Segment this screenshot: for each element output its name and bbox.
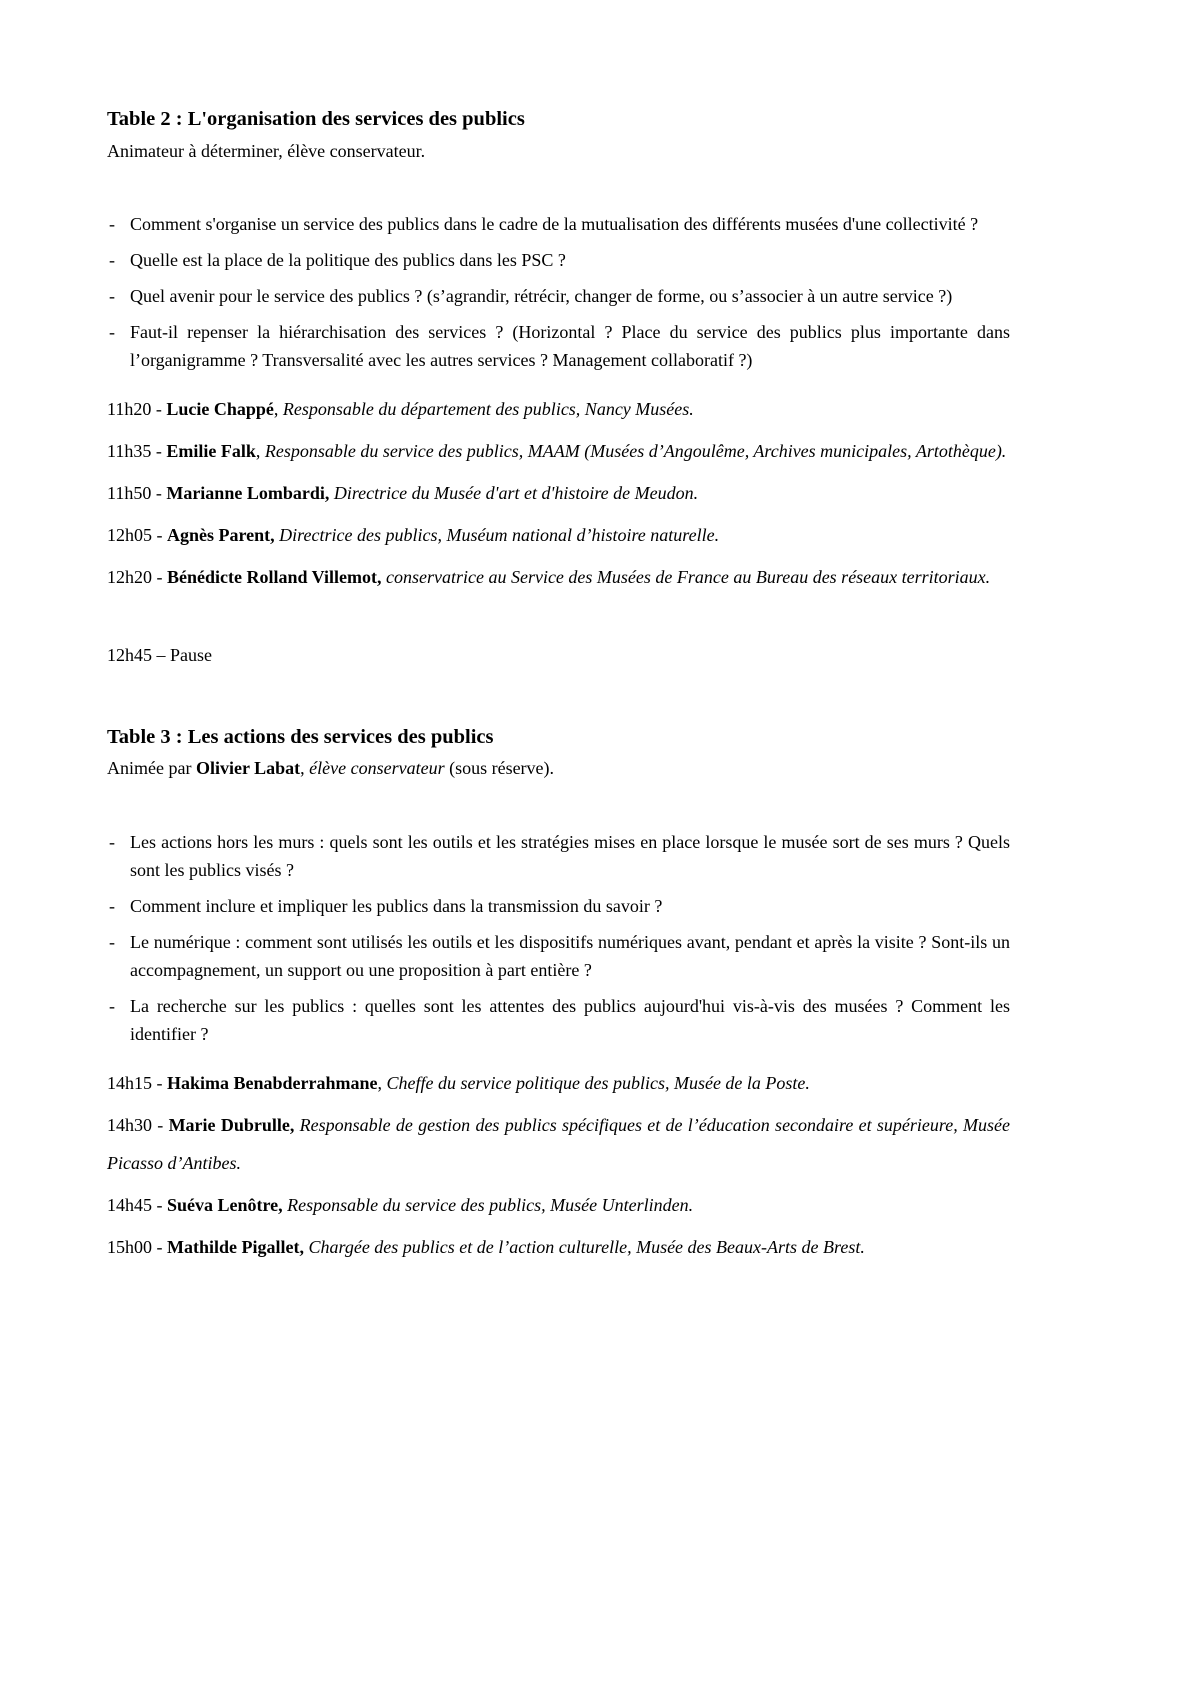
entry-separator: , — [273, 398, 283, 419]
question-text: Quelle est la place de la politique des publics dans les PSC ? — [130, 249, 566, 270]
question-item — [107, 828, 1010, 884]
schedule-entry — [107, 558, 1010, 596]
question-text: Faut-il repenser la hiérarchisation des services ? (Horizontal ? Place du service des publics plus importante dans l’organigramme ? Transversalité avec les autres services ? Management collaboratif ?) — [130, 321, 1010, 370]
entry-role: Responsable du service des publics, Musée Unterlinden. — [287, 1194, 694, 1215]
subtitle-role: élève conservateur — [309, 758, 445, 779]
table3-schedule — [107, 1064, 1010, 1266]
entry-speaker: Marie Dubrulle, — [168, 1114, 295, 1135]
bullet-dash: - — [109, 995, 115, 1016]
entry-time: 11h35 - — [107, 440, 167, 461]
schedule-entry — [107, 1106, 1010, 1182]
bullet-dash: - — [109, 931, 115, 952]
question-item — [107, 282, 1010, 310]
entry-role: Chargée des publics et de l’action culturelle, Musée des Beaux-Arts de Brest. — [308, 1236, 865, 1257]
table3-question-list — [107, 828, 1010, 1048]
schedule-entry — [107, 474, 1010, 512]
question-text: Quel avenir pour le service des publics ? (s’agrandir, rétrécir, changer de forme, ou s’associer à un autre service ?) — [130, 285, 953, 306]
entry-role: Directrice du Musée d'art et d'histoire de Meudon. — [333, 482, 699, 503]
table3-heading: Table 3 : Les actions des services des publics — [107, 725, 494, 748]
question-text: Comment inclure et impliquer les publics dans la transmission du savoir ? — [130, 895, 663, 916]
question-text: La recherche sur les publics : quelles sont les attentes des publics aujourd'hui vis-à-vis des musées ? Comment les identifier ? — [130, 995, 1010, 1044]
section-table3 — [107, 724, 1010, 1266]
entry-time: 11h50 - — [107, 482, 167, 503]
subtitle-speaker: Olivier Labat — [195, 758, 301, 779]
bullet-dash: - — [109, 213, 115, 234]
table2-schedule — [107, 390, 1010, 596]
schedule-entry — [107, 1186, 1010, 1224]
bullet-dash: - — [109, 249, 115, 270]
entry-speaker: Bénédicte Rolland Villemot, — [167, 566, 382, 587]
entry-separator: , — [377, 1072, 387, 1093]
schedule-entry — [107, 1064, 1010, 1102]
entry-speaker: Hakima Benabderrahmane — [167, 1072, 378, 1093]
entry-speaker: Lucie Chappé — [166, 398, 274, 419]
bullet-dash: - — [109, 895, 115, 916]
entry-time: 14h15 - — [107, 1072, 167, 1093]
schedule-entry — [107, 390, 1010, 428]
entry-speaker: Emilie Falk — [166, 440, 256, 461]
section-table2 — [107, 106, 1010, 596]
entry-role: Cheffe du service politique des publics, Musée de la Poste. — [386, 1072, 810, 1093]
bullet-dash: - — [109, 285, 115, 306]
entry-time: 12h20 - — [107, 566, 167, 587]
entry-role: conservatrice au Service des Musées de France au Bureau des réseaux territoriaux. — [386, 566, 991, 587]
schedule-entry — [107, 516, 1010, 554]
entry-speaker: Mathilde Pigallet, — [167, 1236, 304, 1257]
table2-heading: Table 2 : L'organisation des services des publics — [107, 108, 525, 130]
entry-role: Directrice des publics, Muséum national d’histoire naturelle. — [279, 524, 720, 545]
question-item — [107, 210, 1010, 238]
table2-question-list — [107, 210, 1010, 374]
bullet-dash: - — [109, 321, 115, 342]
subtitle-separator: , — [300, 758, 310, 779]
entry-role: Responsable du service des publics, MAAM (Musées d’Angoulême, Archives municipales, Artothèque). — [264, 440, 1007, 461]
question-item — [107, 992, 1010, 1048]
schedule-entry — [107, 432, 1010, 470]
table2-subtitle: Animateur à déterminer, élève conservateur. — [107, 140, 426, 161]
entry-time: 14h30 - — [107, 1114, 169, 1135]
subtitle-suffix: (sous réserve). — [444, 758, 555, 779]
subtitle-prefix: Animée par — [107, 758, 196, 779]
question-item — [107, 318, 1010, 374]
entry-role: Responsable de gestion des publics spécifiques et de l’éducation secondaire et supérieure, Musée Picasso d’Antibes. — [107, 1114, 1011, 1173]
question-item — [107, 246, 1010, 274]
entry-time: 15h00 - — [107, 1236, 167, 1257]
question-text: Le numérique : comment sont utilisés les outils et les dispositifs numériques avant, pendant et après la visite ? Sont-ils un accompagnement, un support ou une proposition à part entière ? — [130, 931, 1010, 980]
entry-separator: , — [255, 440, 265, 461]
question-item — [107, 892, 1010, 920]
entry-time: 12h05 - — [107, 524, 167, 545]
entry-time: 14h45 - — [107, 1194, 167, 1215]
question-item — [107, 928, 1010, 984]
schedule-entry — [107, 1228, 1010, 1266]
bullet-dash: - — [109, 831, 115, 852]
entry-speaker: Marianne Lombardi, — [166, 482, 330, 503]
question-text: Comment s'organise un service des publics dans le cadre de la mutualisation des différents musées d'une collectivité ? — [130, 213, 979, 234]
pause-line: 12h45 – Pause — [107, 644, 212, 665]
entry-role: Responsable du département des publics, Nancy Musées. — [282, 398, 694, 419]
question-text: Les actions hors les murs : quels sont les outils et les stratégies mises en place lorsque le musée sort de ses murs ? Quels sont les publics visés ? — [130, 831, 1010, 880]
entry-speaker: Agnès Parent, — [167, 524, 275, 545]
table3-subtitle — [107, 755, 1010, 781]
entry-time: 11h20 - — [107, 398, 167, 419]
entry-speaker: Suéva Lenôtre, — [167, 1194, 283, 1215]
